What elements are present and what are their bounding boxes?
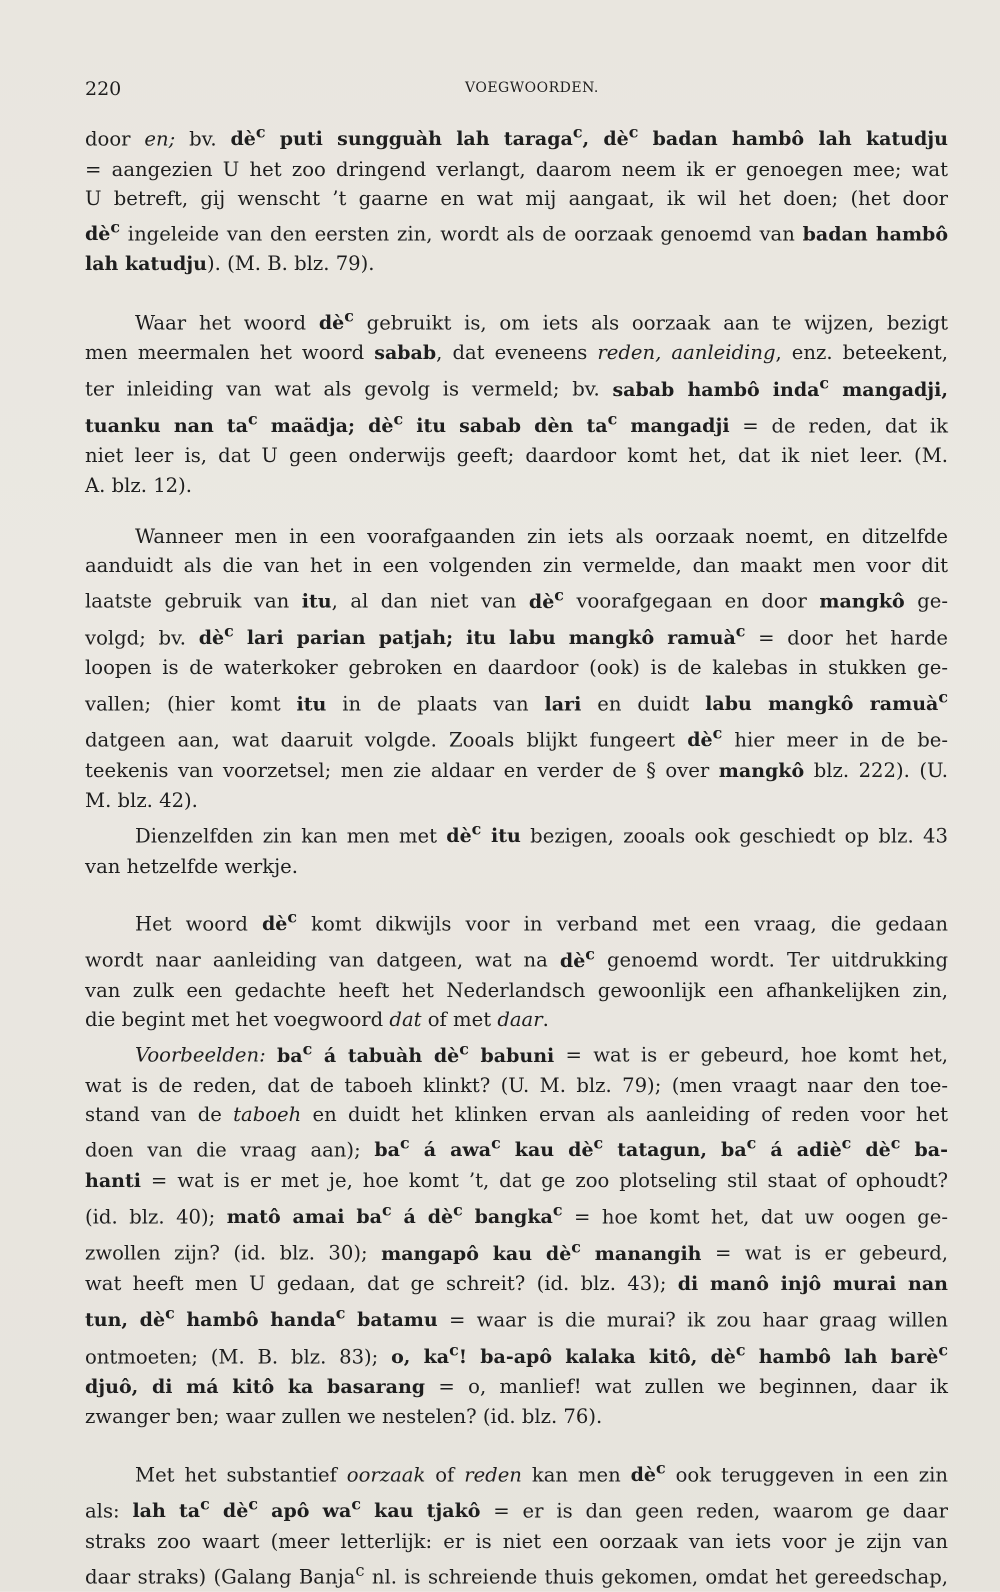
- text-line: hanti = wat is er met je, hoe komt ’t, dat ge zoo plotseling stil staat of ophoudt?: [85, 1168, 948, 1192]
- text-line: zwollen zijn? (id. blz. 30); mangapô kau $dè^c$ manangih = wat is er gebeurd,: [85, 1237, 948, 1265]
- text-line: djuô, di má kitô ka basarang = o, manlief! wat zullen we beginnen, daar ik: [85, 1375, 948, 1399]
- text-line: wat heeft men U gedaan, dat ge schreit? (id. blz. 43); di manô injô murai nan: [85, 1271, 948, 1295]
- text-line: van hetzelfde werkje.: [85, 854, 298, 878]
- text-line: door en; bv. $dè^c$ puti sungguàh lah taraga$^c$, $dè^c$ badan hambô lah katudju: [85, 123, 948, 151]
- body-text: [85, 118, 948, 1592]
- text-line: men meermalen het woord sabab, dat eveneens reden, aanleiding, enz. beteekent,: [85, 341, 948, 365]
- text-line: Dienzelfden zin kan men met $dè^c$ itu bezigen, zooals ook geschiedt op blz. 43: [135, 820, 948, 848]
- text-line: volgd; bv. $dè^c$ lari parian patjah; itu labu mangkô ramuà$^c$ = door het harde: [85, 621, 949, 650]
- text-line: niet leer is, dat U geen onderwijs geeft; daardoor komt het, dat ik niet leer. (M.: [85, 444, 948, 468]
- page-number: 220: [85, 78, 122, 100]
- text-line: wat is de reden, dat de taboeh klinkt? (U. M. blz. 79); (men vraagt naar den toe-: [85, 1073, 948, 1097]
- text-line: laatste gebruik van itu, al dan niet van $dè^c$ voorafgegaan en door mangkô ge-: [85, 585, 948, 613]
- text-line: stand van de taboeh en duidt het klinken ervan als aanleiding of reden voor het: [85, 1102, 949, 1126]
- text-line: = aangezien U het zoo dringend verlangt, daarom neem ik er genoegen mee; wat: [85, 157, 948, 181]
- page-header: [85, 78, 948, 102]
- text-line: van zulk een gedachte heeft het Nederlandsch gewoonlijk een afhankelijken zin,: [85, 978, 948, 1002]
- text-line: Wanneer men in een voorafgaanden zin iets als oorzaak noemt, en ditzelfde: [135, 524, 948, 548]
- text-line: die begint met het voegwoord dat of met daar.: [85, 1008, 549, 1032]
- text-line: zwanger ben; waar zullen we nestelen? (id. blz. 76).: [85, 1405, 603, 1429]
- text-line: wordt naar aanleiding van datgeen, wat na $dè^c$ genoemd wordt. Ter uitdrukking: [85, 944, 948, 972]
- text-line: loopen is de waterkoker gebroken en daardoor (ook) is de kalebas in stukken ge-: [85, 656, 948, 680]
- text-line: (id. blz. 40); matô amai $ba^c$ á $dè^c$ bangka$^c$ = hoe komt het, dat uw oogen ge-: [85, 1200, 949, 1229]
- text-line: tun, $dè^c$ hambô handa$^c$ batamu = waar is die murai? ik zou haar graag willen: [85, 1304, 948, 1332]
- running-title: VOEGWOORDEN.: [465, 80, 599, 96]
- text-line: Waar het woord $dè^c$ gebruikt is, om iets als oorzaak aan te wijzen, bezigt: [135, 306, 948, 334]
- text-line: ontmoeten; (M. B. blz. 83); o, $ka^c$! ba-apô kalaka kitô, $dè^c$ hambô lah barè$^c$: [85, 1340, 948, 1369]
- text-line: A. blz. 12).: [85, 473, 193, 497]
- text-line: daar straks) (Galang Banja$^c$ nl. is schreiende thuis gekomen, omdat het gereedschap,: [85, 1560, 948, 1589]
- text-line: Voorbeelden: $ba^c$ á tabuàh $dè^c$ babuni = wat is er gebeurd, hoe komt het,: [135, 1039, 949, 1067]
- text-line: teekenis van voorzetsel; men zie aldaar en verder de § over mangkô blz. 222). (U.: [85, 758, 948, 782]
- text-line: datgeen aan, wat daaruit volgde. Zooals blijkt fungeert $dè^c$ hier meer in de be-: [85, 724, 948, 752]
- text-line: doen van die vraag aan); $ba^c$ á awa$^c$ kau $dè^c$ tatagun, $ba^c$ á adiè$^c$ $dè^c$ ba-: [85, 1134, 948, 1162]
- text-line: vallen; (hier komt itu in de plaats van lari en duidt labu mangkô ramuà$^c$: [85, 687, 948, 715]
- text-line: ter inleiding van wat als gevolg is vermeld; bv. sabab hambô inda$^c$ mangadji,: [85, 373, 949, 401]
- text-line: straks zoo waart (meer letterlijk: er is niet een oorzaak van iets voor je zijn van: [85, 1529, 948, 1553]
- text-line: als: lah $ta^c$ $dè^c$ apô $wa^c$ kau tjakô = er is dan geen reden, waarom ge daar: [85, 1495, 948, 1523]
- text-line: lah katudju). (M. B. blz. 79).: [85, 252, 375, 276]
- text-line: Het woord $dè^c$ komt dikwijls voor in verband met een vraag, die gedaan: [135, 907, 948, 936]
- text-line: M. blz. 42).: [85, 788, 198, 812]
- text-line: tuanku nan $ta^c$ maädja; $dè^c$ itu sabab dèn $ta^c$ mangadji = de reden, dat ik: [85, 409, 948, 438]
- text-line: $dè^c$ ingeleide van den eersten zin, wordt als de oorzaak genoemd van badan hambô: [85, 217, 949, 246]
- text-line: U betreft, gij wenscht ’t gaarne en wat mij aangaat, ik wil het doen; (het door: [85, 186, 948, 210]
- text-line: aanduidt als die van het in een volgenden zin vermelde, dan maakt men voor dit: [85, 554, 948, 578]
- text-line: Met het substantief oorzaak of reden kan men $dè^c$ ook teruggeven in een zin: [135, 1458, 948, 1486]
